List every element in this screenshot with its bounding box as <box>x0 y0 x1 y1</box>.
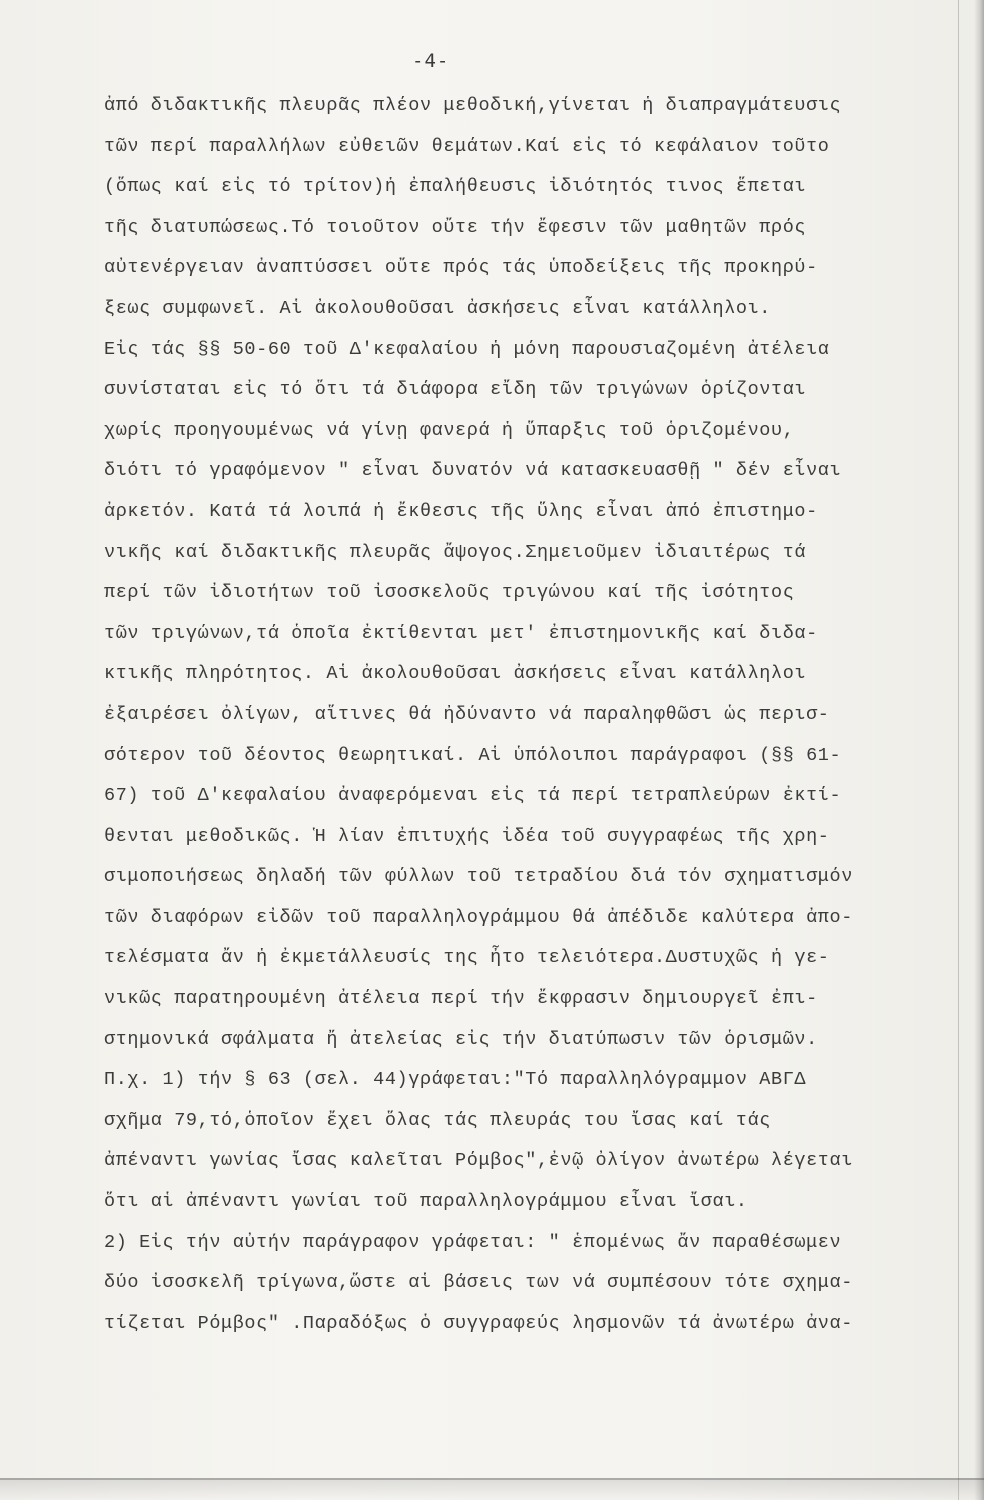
text-line: τῶν διαφόρων εἰδῶν τοῦ παραλληλογράμμου θά ἀπέδιδε καλύτερα ἀπο- <box>104 906 853 928</box>
text-line: συνίσταται εἰς τό ὅτι τά διάφορα εἴδη τῶν τριγώνων ὁρίζονται <box>104 379 807 401</box>
text-line: περί τῶν ἰδιοτήτων τοῦ ἰσοσκελοῦς τριγώνου καί τῆς ἰσότητος <box>104 582 795 604</box>
text-line: τίζεται Ρόμβος" .Παραδόξως ὁ συγγραφεύς λησμονῶν τά ἀνωτέρω ἀνα- <box>104 1312 853 1334</box>
text-line: δύο ἰσοσκελῆ τρίγωνα,ὥστε αἱ βάσεις των νά συμπέσουν τότε σχημα- <box>104 1272 853 1294</box>
text-line: χωρίς προηγουμένως νά γίνῃ φανερά ἡ ὕπαρξις τοῦ ὁριζομένου, <box>104 419 795 441</box>
text-line: σχῆμα 79,τό,ὁποῖον ἔχει ὅλας τάς πλευράς του ἴσας καί τάς <box>104 1109 772 1131</box>
text-line: στημονικά σφάλματα ἤ ἀτελείας εἰς τήν διατύπωσιν τῶν ὁρισμῶν. <box>104 1028 818 1050</box>
text-line: ἀπό διδακτικῆς πλευρᾶς πλέον μεθοδική,γίνεται ἡ διαπραγμάτευσις <box>104 95 842 116</box>
text-line: τῶν τριγώνων,τά ὁποῖα ἐκτίθενται μετ' ἐπιστημονικῆς καί διδα- <box>104 622 818 644</box>
text-line: ὅτι αἱ ἀπέναντι γωνίαι τοῦ παραλληλογράμμου εἶναι ἴσαι. <box>104 1191 748 1213</box>
text-line: ἐξαιρέσει ὀλίγων, αἵτινες θά ἠδύναντο νά παραληφθῶσι ὡς περισ- <box>104 703 830 725</box>
typed-text-body <box>104 86 964 1344</box>
text-line: 67) τοῦ Δ'κεφαλαίου ἀναφερόμεναι εἰς τά περί τετραπλεύρων ἐκτί- <box>104 785 842 807</box>
page-number: -4- <box>412 50 450 72</box>
text-line: Εἰς τάς §§ 50-60 τοῦ Δ'κεφαλαίου ἡ μόνη παρουσιαζομένη ἀτέλεια <box>104 338 830 360</box>
text-line: τῶν περί παραλλήλων εὐθειῶν θεμάτων.Καί εἰς τό κεφάλαιον τοῦτο <box>104 135 830 157</box>
text-line: ἀρκετόν. Κατά τά λοιπά ἡ ἔκθεσις τῆς ὕλης εἶναι ἀπό ἐπιστημο- <box>104 500 818 522</box>
text-line: τελέσματα ἄν ἡ ἐκμετάλλευσίς της ἦτο τελειότερα.Δυστυχῶς ἡ γε- <box>104 947 830 969</box>
text-line: ἀπέναντι γωνίας ἴσας καλεῖται Ρόμβος",ἐνῷ ὀλίγον ἀνωτέρω λέγεται <box>104 1150 853 1172</box>
text-line: τῆς διατυπώσεως.Τό τοιοῦτον οὔτε τήν ἔφεσιν τῶν μαθητῶν πρός <box>104 216 807 238</box>
text-line: αὐτενέργειαν ἀναπτύσσει οὔτε πρός τάς ὑποδείξεις τῆς προκηρύ- <box>104 257 818 279</box>
text-line: κτικῆς πληρότητος. Αἱ ἀκολουθοῦσαι ἀσκήσεις εἶναι κατάλληλοι <box>104 663 807 685</box>
text-line: διότι τό γραφόμενον " εἶναι δυνατόν νά κατασκευασθῇ " δέν εἶναι <box>104 460 842 482</box>
text-line: νικῆς καί διδακτικῆς πλευρᾶς ἄψογος.Σημειοῦμεν ἰδιαιτέρως τά <box>104 541 807 563</box>
text-line: 2) Εἰς τήν αὐτήν παράγραφον γράφεται: " ἑπομένως ἄν παραθέσωμεν <box>104 1231 842 1253</box>
text-line: ξεως συμφωνεῖ. Αἱ ἀκολουθοῦσαι ἀσκήσεις εἶναι κατάλληλοι. <box>104 297 772 319</box>
text-line: σότερον τοῦ δέοντος θεωρητικαί. Αἱ ὑπόλοιποι παράγραφοι (§§ 61- <box>104 744 842 766</box>
page-bottom-shadow <box>0 1480 984 1500</box>
page-edge-shadow <box>974 0 984 1500</box>
text-line: (ὅπως καί εἰς τό τρίτον)ἡ ἐπαλήθευσις ἰδιότητός τινος ἕπεται <box>104 176 807 198</box>
text-line: θενται μεθοδικῶς. Ἡ λίαν ἐπιτυχής ἰδέα τοῦ συγγραφέως τῆς χρη- <box>104 825 830 847</box>
text-line: Π.χ. 1) τήν § 63 (σελ. 44)γράφεται:"Τό παραλληλόγραμμον ΑΒΓΔ <box>104 1069 807 1091</box>
text-line: σιμοποιήσεως δηλαδή τῶν φύλλων τοῦ τετραδίου διά τόν σχηματισμόν <box>104 866 853 888</box>
page-edge-line <box>958 0 959 1500</box>
text-line: νικῶς παρατηρουμένη ἀτέλεια περί τήν ἔκφρασιν δημιουργεῖ ἐπι- <box>104 988 818 1010</box>
